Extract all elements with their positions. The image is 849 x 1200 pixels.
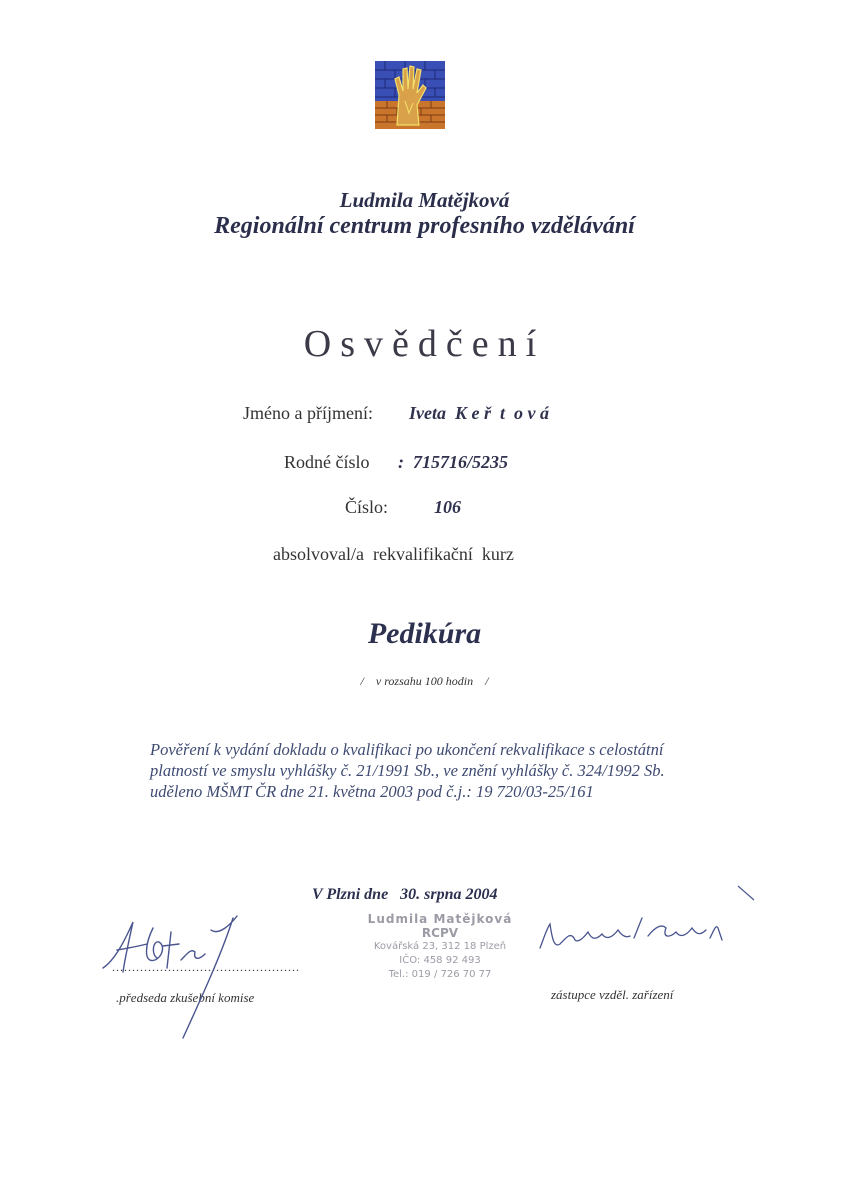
birth-number-value: : 715716/5235	[398, 452, 508, 472]
chairman-label: .předseda zkušební komise	[116, 990, 255, 1005]
organization-name: Ludmila Matějková	[339, 188, 510, 212]
course-name: Pedikúra	[367, 617, 482, 650]
certificate-title: Osvědčení	[303, 323, 546, 365]
completed-course-text: absolvoval/a rekvalifikační kurz	[273, 544, 514, 564]
number-label: Číslo:	[345, 497, 389, 517]
place-and-date: V Plzni dne 30. srpna 2004	[312, 886, 498, 903]
official-stamp	[345, 912, 535, 982]
organization-logo	[375, 61, 445, 129]
stamp-id: IČO: 458 92 493	[399, 955, 481, 966]
hand-logo-icon	[375, 61, 445, 129]
chairman-signature	[95, 910, 255, 1050]
signature-line-left: ...............................................	[112, 960, 300, 974]
representative-label: zástupce vzděl. zařízení	[551, 987, 674, 1002]
birth-number-label: Rodné číslo	[284, 452, 370, 472]
authorization-line: uděleno MŠMT ČR dne 21. května 2003 pod č.j.: 19 720/03-25/161	[150, 782, 594, 801]
authorization-paragraph	[150, 739, 730, 802]
stamp-address: Kovářská 23, 312 18 Plzeň	[373, 941, 507, 952]
name-label: Jméno a příjmení:	[243, 403, 373, 423]
organization-title: Regionální centrum profesního vzdělávání	[214, 213, 635, 239]
authorization-line: Pověření k vydání dokladu o kvalifikaci po ukončení rekvalifikace s celostátní	[150, 740, 664, 759]
authorization-line: platností ve smyslu vyhlášky č. 21/1991 Sb., ve znění vyhlášky č. 324/1992 Sb.	[150, 761, 665, 780]
course-scope: / v rozsahu 100 hodin /	[360, 674, 489, 688]
stamp-organization: Ludmila Matějková	[367, 912, 513, 926]
name-value: Iveta K e ř t o v á	[409, 403, 549, 423]
stamp-phone: Tel.: 019 / 726 70 77	[388, 969, 492, 980]
stamp-abbreviation: RCPV	[421, 926, 459, 940]
number-value: 106	[434, 497, 461, 517]
institution-representative-signature	[530, 878, 760, 978]
